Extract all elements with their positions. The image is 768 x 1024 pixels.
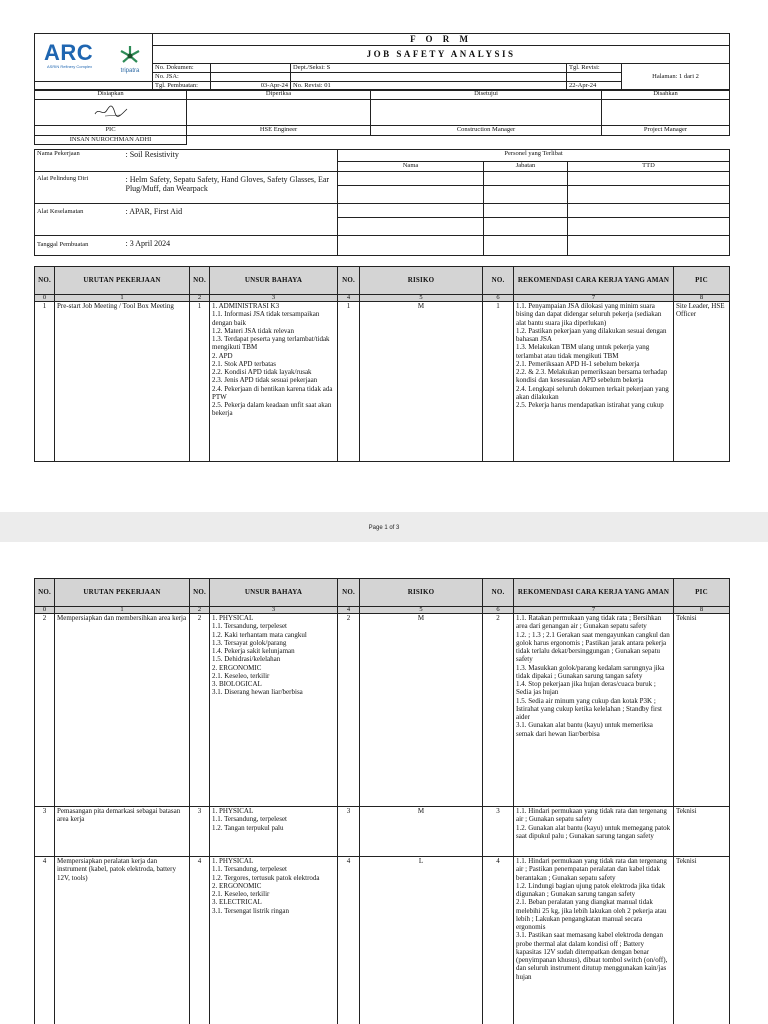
list-line: 1.5. Dehidrasi/kelelahan xyxy=(212,655,281,664)
checked-signature-cell xyxy=(187,100,371,126)
arc-logo: ARC xyxy=(44,40,94,65)
personnel-cell xyxy=(484,218,568,236)
jsa-dept-empty xyxy=(291,72,567,81)
personnel-title: Personel yang Terlibat xyxy=(338,150,730,162)
list-line: 1.2. Materi JSA tidak relevan xyxy=(212,326,295,335)
table-header-row xyxy=(35,267,730,295)
rec-no: 4 xyxy=(483,857,514,1024)
rec-no: 1 xyxy=(483,302,514,462)
job-info-table xyxy=(34,149,730,256)
list-line: 1.1. Tersandung, terpeleset xyxy=(212,815,287,824)
column-number: 1 xyxy=(55,295,190,302)
list-line: 2.5. Pekerja dalam keadaan unfit saat akan bekerja xyxy=(212,401,332,418)
recommendations-cell xyxy=(514,614,674,807)
prepared-role: PIC xyxy=(35,126,187,136)
column-number: 2 xyxy=(190,607,210,614)
header-no: NO. xyxy=(190,579,210,607)
creation-date-label: Tanggal Pembuatan xyxy=(35,236,124,256)
signature xyxy=(91,103,131,119)
column-number: 8 xyxy=(674,295,730,302)
hazards-cell xyxy=(210,614,338,807)
header-recommendation: REKOMENDASI CARA KERJA YANG AMAN xyxy=(514,267,674,295)
page-info: Halaman: 1 dari 2 xyxy=(622,63,730,90)
task-cell: Mempersiapkan peralatan kerja dan instrument (kabel, patok elektroda, battery 12V, tools) xyxy=(55,857,190,1024)
rec-no: 3 xyxy=(483,807,514,857)
column-number: 6 xyxy=(483,607,514,614)
checked-header: Diperiksa xyxy=(187,90,371,100)
list-line: 1.4. Pekerja sakit kelunjaman xyxy=(212,647,295,655)
header-no: NO. xyxy=(35,579,55,607)
pic-cell: Teknisi xyxy=(674,614,730,807)
tripatra-wordmark: tripatra xyxy=(120,68,140,74)
column-number: 5 xyxy=(360,607,483,614)
list-line: 1.3. Melakukan TBM ulang untuk pekerja yang terlambat atau tidak mengikuti TBM xyxy=(516,343,650,360)
hazards-cell xyxy=(210,807,338,857)
list-line: 1.2. Tangan terpukul palu xyxy=(212,823,284,832)
list-line: 3. ELECTRICAL xyxy=(212,898,262,907)
spacer xyxy=(602,136,730,145)
personnel-cell xyxy=(484,172,568,186)
personnel-cell xyxy=(338,218,484,236)
list-line: 1.2. ; 1.3 ; 2.1 Gerakan saat mengayunkan cangkul dan golok harus ergonomis ; Pastikan jarak antara pekerja tidak terlalu dekat/bersinggungan ; Gunakan sepatu safety xyxy=(516,630,670,664)
column-number: 5 xyxy=(360,295,483,302)
page-2 xyxy=(0,542,768,1024)
hazards-cell xyxy=(210,857,338,1024)
arc-tagline: ASRIN Refinery Complex xyxy=(47,64,93,69)
list-line: 3.1. Diserang hewan liar/berbisa xyxy=(212,688,303,697)
column-number: 7 xyxy=(514,607,674,614)
header-recommendation: REKOMENDASI CARA KERJA YANG AMAN xyxy=(514,579,674,607)
jsa-rev-empty xyxy=(567,72,622,81)
recommendations-cell xyxy=(514,807,674,857)
form-subtitle: JOB SAFETY ANALYSIS xyxy=(153,45,730,63)
header-task: URUTAN PEKERJAAN xyxy=(55,579,190,607)
list-line: 2.1. Keseleo, terkilir xyxy=(212,671,270,680)
risk-cell: M xyxy=(360,302,483,462)
risk-cell: M xyxy=(360,614,483,807)
personnel-cell xyxy=(338,186,484,204)
list-line: 2.4. Lengkapi seluruh dokumen terkait pekerjaan yang akan dilakukan xyxy=(516,384,669,401)
personnel-cell xyxy=(568,236,730,256)
header-no: NO. xyxy=(35,267,55,295)
list-line: 2.2. & 2.3. Melakukan pemeriksaan bersama terhadap kondisi dan kesesuaian APD sebelum bekerja xyxy=(516,368,668,385)
column-number: 3 xyxy=(210,607,338,614)
list-line: 1.3. Tersayat golok/parang xyxy=(212,638,287,647)
column-number: 1 xyxy=(55,607,190,614)
list-line: 1. PHYSICAL xyxy=(212,857,254,865)
row-no: 3 xyxy=(35,807,55,857)
header-risk: RISIKO xyxy=(360,267,483,295)
list-line: 2.1. Pemeriksaan APD H-1 sebelum bekerja xyxy=(516,359,640,368)
pic-cell: Teknisi xyxy=(674,857,730,1024)
header-no: NO. xyxy=(338,579,360,607)
ratified-header: Disahkan xyxy=(602,90,730,100)
safety-equipment-label: Alat Keselamatan xyxy=(35,204,124,236)
hazard-no: 2 xyxy=(190,614,210,807)
list-line: 1.2. Tergores, tertusuk patok elektroda xyxy=(212,873,320,882)
header-task: URUTAN PEKERJAAN xyxy=(55,267,190,295)
list-line: 2.1. Beban peralatan yang diangkat manual tidak melebihi 25 kg, jika lebih lakukan oleh 2 pekerja atau lebih ; Lakukan pengangkatan manual secara ergonomis xyxy=(516,898,667,931)
header-risk: RISIKO xyxy=(360,579,483,607)
list-line: 1.1. Informasi JSA tidak tersampaikan dengan baik xyxy=(212,310,320,327)
table-row xyxy=(35,807,730,857)
risk-no: 4 xyxy=(338,857,360,1024)
header-no: NO. xyxy=(483,267,514,295)
list-line: 1. PHYSICAL xyxy=(212,614,254,622)
row-no: 4 xyxy=(35,857,55,1024)
job-name-value: : Soil Resistivity xyxy=(124,150,338,172)
list-line: 1. PHYSICAL xyxy=(212,807,254,815)
list-line: 2. ERGONOMIC xyxy=(212,663,262,672)
personnel-cell xyxy=(484,236,568,256)
doc-number-label: No. Dokumen: xyxy=(153,63,211,72)
personnel-cell xyxy=(484,204,568,218)
creation-date-value: : 3 April 2024 xyxy=(124,236,338,256)
checked-role: HSE Engineer xyxy=(187,126,371,136)
personnel-cell xyxy=(338,236,484,256)
personnel-cell xyxy=(338,172,484,186)
jsa-table-page-1 xyxy=(34,266,730,462)
row-no: 2 xyxy=(35,614,55,807)
hazard-no: 1 xyxy=(190,302,210,462)
prepared-name: INSAN NUROCHMAN ADHI xyxy=(35,136,187,145)
dept-label: Dept./Seksi: S xyxy=(291,63,567,72)
safety-equipment-value: : APAR, First Aid xyxy=(124,204,338,236)
job-name-label: Nama Pekerjaan xyxy=(35,150,124,172)
prepared-header: Disiapkan xyxy=(35,90,187,100)
header-hazard: UNSUR BAHAYA xyxy=(210,267,338,295)
list-line: 1. ADMINISTRASI K3 xyxy=(212,302,280,310)
risk-no: 3 xyxy=(338,807,360,857)
list-line: 1.4. Stop pekerjaan jika hujan deras/cuaca buruk ; Sedia jas hujan xyxy=(516,680,656,697)
risk-no: 1 xyxy=(338,302,360,462)
company-logo xyxy=(35,34,153,82)
approved-signature-cell xyxy=(371,100,602,126)
list-line: 2.2. Kondisi APD tidak layak/rusak xyxy=(212,368,312,376)
task-cell: Mempersiapkan dan membersihkan area kerja xyxy=(55,614,190,807)
personnel-cell xyxy=(568,172,730,186)
column-number: 6 xyxy=(483,295,514,302)
risk-no: 2 xyxy=(338,614,360,807)
list-line: 1.1. Ratakan permukaan yang tidak rata ; Bersihkan area dari genangan air ; Gunakan sepatu safety xyxy=(516,614,662,631)
spacer xyxy=(371,136,602,145)
risk-cell: L xyxy=(360,857,483,1024)
jsa-number-label: No. JSA: xyxy=(153,72,211,81)
personnel-cell xyxy=(568,204,730,218)
list-line: 1.2. Gunakan alat bantu (kayu) untuk memegang patok saat dipukul palu ; Gunakan sarung tangan safety xyxy=(516,823,671,840)
ratified-role: Project Manager xyxy=(602,126,730,136)
task-cell: Pemasangan pita demarkasi sebagai batasan area kerja xyxy=(55,807,190,857)
table-row xyxy=(35,614,730,807)
header-pic: PIC xyxy=(674,579,730,607)
column-number: 8 xyxy=(674,607,730,614)
personnel-name-header: Nama xyxy=(338,162,484,172)
column-number: 2 xyxy=(190,295,210,302)
pic-cell: Teknisi xyxy=(674,807,730,857)
list-line: 1.3. Terdapat peserta yang terlambat/tidak mengikuti TBM xyxy=(212,335,330,352)
table-row xyxy=(35,302,730,462)
list-line: 1.3. Masukkan golok/parang kedalam sarungnya jika tidak dipakai ; Gunakan sarung tangan safety xyxy=(516,663,665,680)
header-pic: PIC xyxy=(674,267,730,295)
form-title: F O R M xyxy=(153,34,730,46)
ppe-label: Alat Pelindung Diri xyxy=(35,172,124,204)
list-line: 2. ERGONOMIC xyxy=(212,881,262,890)
column-number: 3 xyxy=(210,295,338,302)
hazard-no: 4 xyxy=(190,857,210,1024)
list-line: 1.5. Sedia air minum yang cukup dan kotak P3K ; Istirahat yang cukup ketika kelelahan ; Standby first aider xyxy=(516,696,662,721)
table-row xyxy=(35,857,730,1024)
header-hazard: UNSUR BAHAYA xyxy=(210,579,338,607)
column-number: 0 xyxy=(35,295,55,302)
list-line: 1.2. Pastikan pekerjaan yang dilakukan sesuai dengan bahasan JSA xyxy=(516,326,667,343)
approval-table xyxy=(34,89,730,145)
list-line: 1.1. Penyampaian JSA dilokasi yang minim suara bising dan dapat didengar seluruh pekerja (sediakan alat bantu suara jika diperlukan) xyxy=(516,302,662,327)
approved-role: Construction Manager xyxy=(371,126,602,136)
jsa-number-value xyxy=(211,72,291,81)
hazard-no: 3 xyxy=(190,807,210,857)
list-line: 3.1. Pastikan saat memasang kabel elektroda dengan probe thermal alat dalam kondisi off ; Battery kapasitas 12V sudah ditempatkan dengan benar (penyimpanan khusus), dibuat tombol switch (on/off), dan seluruh instrument ditutup menggunakan kain/jas hujan xyxy=(516,931,668,981)
recommendations-cell xyxy=(514,857,674,1024)
column-number-row xyxy=(35,607,730,614)
prepared-signature-cell xyxy=(35,100,187,126)
column-number: 4 xyxy=(338,607,360,614)
list-line: 2.4. Pekerjaan di hentikan karena tidak ada PTW xyxy=(212,384,333,401)
list-line: 2.5. Pekerja harus mendapatkan istirahat yang cukup xyxy=(516,401,664,409)
personnel-cell xyxy=(568,186,730,204)
personnel-cell xyxy=(484,186,568,204)
list-line: 3.1. Tersengat listrik ringan xyxy=(212,906,289,915)
column-number-row xyxy=(35,295,730,302)
task-cell: Pre-start Job Meeting / Tool Box Meeting xyxy=(55,302,190,462)
tripatra-logo xyxy=(113,42,147,74)
creation-date-value: 03-Apr-24 xyxy=(211,81,291,90)
list-line: 3. BIOLOGICAL xyxy=(212,680,262,688)
list-line: 1.1. Tersandung, terpeleset xyxy=(212,865,287,874)
rec-no: 2 xyxy=(483,614,514,807)
personnel-position-header: Jabatan xyxy=(484,162,568,172)
revision-number: No. Revisi: 01 xyxy=(291,81,567,90)
table-header-row xyxy=(35,579,730,607)
list-line: 2.3. Jenis APD tidak sesuai pekerjaan xyxy=(212,376,318,385)
pic-cell: Site Leader, HSE Officer xyxy=(674,302,730,462)
list-line: 1.2. Kaki terhantam mata cangkul xyxy=(212,630,307,639)
personnel-cell xyxy=(338,204,484,218)
list-line: 1.1. Hindari permukaan yang tidak rata dan tergenang air ; Gunakan sepatu safety xyxy=(516,807,667,824)
column-number: 4 xyxy=(338,295,360,302)
column-number: 7 xyxy=(514,295,674,302)
list-line: 2.1. Stok APD terbatas xyxy=(212,359,276,368)
risk-cell: M xyxy=(360,807,483,857)
approved-header: Disetujui xyxy=(371,90,602,100)
header-no: NO. xyxy=(190,267,210,295)
form-header xyxy=(34,33,730,91)
header-no: NO. xyxy=(338,267,360,295)
hazards-cell xyxy=(210,302,338,462)
ppe-value: : Helm Safety, Sepatu Safety, Hand Gloves, Safety Glasses, Ear Plug/Muff, dan Wearpack xyxy=(124,172,338,204)
column-number: 0 xyxy=(35,607,55,614)
list-line: 3.1. Gunakan alat bantu (kayu) untuk memeriksa semak dari hewan liar/berbisa xyxy=(516,721,653,738)
creation-date-label: Tgl. Pembuatan: xyxy=(153,81,211,90)
page-number: Page 1 of 3 xyxy=(368,525,400,531)
row-no: 1 xyxy=(35,302,55,462)
recommendations-cell xyxy=(514,302,674,462)
ratified-signature-cell xyxy=(602,100,730,126)
spacer xyxy=(187,136,371,145)
personnel-cell xyxy=(568,218,730,236)
revision-date-value: 22-Apr-24 xyxy=(567,81,622,90)
list-line: 1.1. Hindari permukaan yang tidak rata dan tergenang air ; Pastikan penempatan peralatan dan kabel tidak berantakan ; Gunakan sepatu safety xyxy=(516,857,667,882)
personnel-signature-header: TTD xyxy=(568,162,730,172)
revision-date-label: Tgl. Revisi: xyxy=(567,63,622,72)
doc-number-value xyxy=(211,63,291,72)
list-line: 1.1. Tersandung, terpeleset xyxy=(212,622,287,631)
jsa-table-page-2 xyxy=(34,578,730,1024)
header-no: NO. xyxy=(483,579,514,607)
list-line: 2. APD xyxy=(212,351,233,360)
list-line: 1.2. Lindungi bagian ujung patok elektroda jika tidak digunakan ; Gunakan sarung tangan safety xyxy=(516,881,666,898)
list-line: 2.1. Keseleo, terkilir xyxy=(212,890,270,898)
